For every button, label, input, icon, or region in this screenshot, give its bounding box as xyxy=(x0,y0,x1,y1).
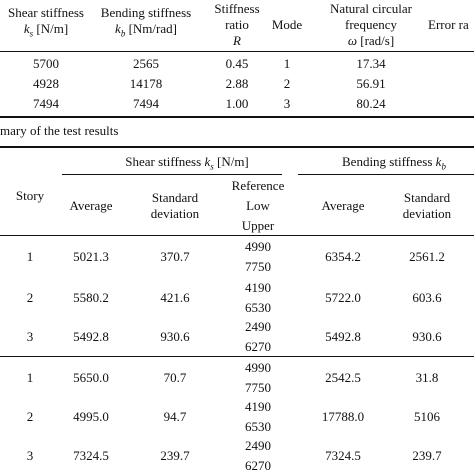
t2-cell-low: 4190 xyxy=(245,399,271,414)
t1-cell: 80.24 xyxy=(356,96,386,111)
t2-cell: 370.7 xyxy=(160,249,190,264)
t2-cell: 5021.3 xyxy=(73,249,109,264)
t2-header-upper: Upper xyxy=(241,218,275,233)
t2-header-std-bending-line2: deviation xyxy=(402,206,452,221)
t1-cell: 3 xyxy=(283,96,291,111)
t2-cell: 930.6 xyxy=(160,329,190,344)
t2-cell: 5492.8 xyxy=(325,329,361,344)
t1-cell: 1 xyxy=(283,56,291,71)
t2-caption: mary of the test results xyxy=(0,123,119,138)
t1-header-ratio-line3: R xyxy=(233,33,241,48)
t1-cell: 2.88 xyxy=(225,76,249,91)
t2-cell: 5492.8 xyxy=(73,329,109,344)
t2-group-shear-rule xyxy=(62,174,282,175)
t2-header-average-bending: Average xyxy=(321,198,365,213)
t2-cell: 2561.2 xyxy=(409,249,445,264)
t2-cell-story: 3 xyxy=(26,448,34,463)
t2-cell: 5650.0 xyxy=(73,370,109,385)
t1-cell: 56.91 xyxy=(356,76,386,91)
t1-header-mode: Mode xyxy=(271,17,303,32)
t2-cell-upper: 6530 xyxy=(245,419,271,434)
t1-header-ratio-line2: ratio xyxy=(225,17,249,32)
t2-cell-upper: 6270 xyxy=(245,339,271,354)
t2-cell: 2542.5 xyxy=(325,370,361,385)
t1-header-freq-line1: Natural circular xyxy=(330,1,412,16)
t2-cell: 7324.5 xyxy=(73,448,109,463)
t2-cell: 603.6 xyxy=(412,290,442,305)
t1-header-freq-line2: frequency xyxy=(345,17,397,32)
t1-cell: 4928 xyxy=(33,76,59,91)
t1-cell: 5700 xyxy=(33,56,59,71)
t2-group-shear: Shear stiffness $k_s$ [N/m] xyxy=(125,154,249,172)
t1-header-shear-line2: $k_s$ [N/m] xyxy=(23,21,69,39)
t2-cell-low: 4990 xyxy=(245,239,271,254)
t1-cell: 7494 xyxy=(133,96,159,111)
t2-header-low: Low xyxy=(246,198,270,213)
t1-header-bending-line1: Bending stiffness xyxy=(100,5,192,20)
t2-cell-story: 1 xyxy=(26,249,34,264)
t2-cell-upper: 7750 xyxy=(245,259,271,274)
t2-header-reference: Reference xyxy=(231,178,285,193)
t1-header-ratio-line1: Stiffness xyxy=(214,1,260,16)
t2-cell-story: 2 xyxy=(26,290,34,305)
t2-cell: 5580.2 xyxy=(73,290,109,305)
t2-cell: 421.6 xyxy=(160,290,190,305)
t2-top-rule xyxy=(0,146,474,148)
t1-cell: 2 xyxy=(283,76,291,91)
t1-header-shear-line1: Shear stiffness xyxy=(8,5,84,20)
t2-header-std-shear-line2: deviation xyxy=(150,206,200,221)
t2-cell: 94.7 xyxy=(163,409,187,424)
t2-cell: 31.8 xyxy=(415,370,439,385)
t2-cell: 6354.2 xyxy=(325,249,361,264)
t1-header-freq-line3: ω [rad/s] xyxy=(347,33,395,48)
t2-cell-upper: 6530 xyxy=(245,300,271,315)
t2-cell-low: 2490 xyxy=(245,438,271,453)
t2-header-story: Story xyxy=(15,188,45,203)
t2-group-bending-rule xyxy=(298,174,474,175)
t2-cell: 5722.0 xyxy=(325,290,361,305)
t1-header-bending-line2: $k_b$ [Nm/rad] xyxy=(115,21,177,39)
t2-cell: 5106 xyxy=(414,409,440,424)
t2-cell-low: 4190 xyxy=(245,280,271,295)
t2-cell: 70.7 xyxy=(163,370,187,385)
t2-cell-low: 4990 xyxy=(245,360,271,375)
t2-header-average-shear: Average xyxy=(69,198,113,213)
t1-cell: 17.34 xyxy=(356,56,386,71)
t2-cell-story: 2 xyxy=(26,409,34,424)
t2-header-rule xyxy=(0,235,474,236)
t2-cell-upper: 6270 xyxy=(245,458,271,473)
t2-cell-upper: 7750 xyxy=(245,380,271,395)
t2-cell-story: 3 xyxy=(26,329,34,344)
t2-cell: 7324.5 xyxy=(325,448,361,463)
t2-cell-low: 2490 xyxy=(245,319,271,334)
t1-cell: 1.00 xyxy=(225,96,249,111)
t2-cell: 17788.0 xyxy=(321,409,365,424)
t1-bottom-rule xyxy=(0,116,474,118)
t2-cell: 4995.0 xyxy=(73,409,109,424)
t2-block-rule xyxy=(0,356,474,357)
t2-header-std-bending-line1: Standard xyxy=(403,190,451,205)
t2-cell: 239.7 xyxy=(412,448,442,463)
t2-group-bending: Bending stiffness $k_b$ xyxy=(342,154,446,172)
t2-cell-story: 1 xyxy=(26,370,34,385)
t2-cell: 930.6 xyxy=(412,329,442,344)
t1-cell: 2565 xyxy=(133,56,159,71)
t1-cell: 0.45 xyxy=(225,56,249,71)
t2-cell: 239.7 xyxy=(160,448,190,463)
t2-header-std-shear-line1: Standard xyxy=(151,190,199,205)
t1-cell: 7494 xyxy=(33,96,59,111)
t1-header-rule xyxy=(0,51,474,52)
t1-cell: 14178 xyxy=(129,76,163,91)
t1-header-error: Error ra xyxy=(428,17,469,32)
